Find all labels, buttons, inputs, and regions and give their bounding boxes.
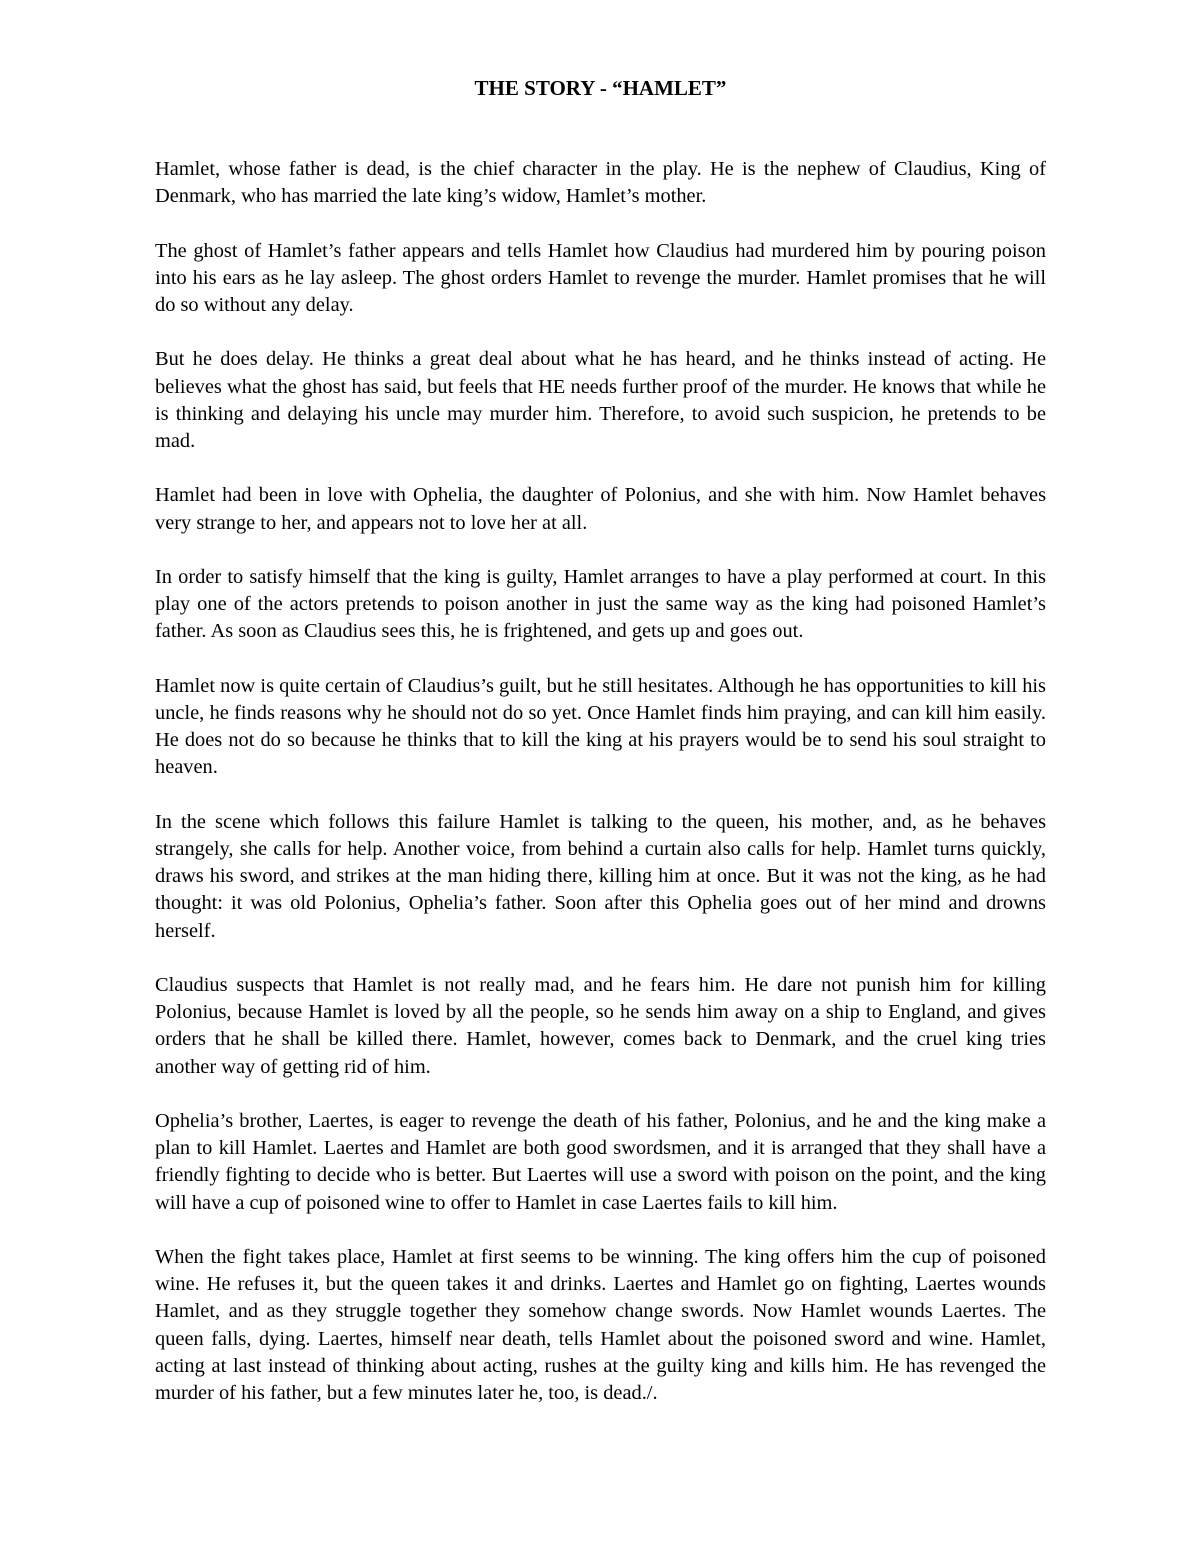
paragraph-4: Hamlet had been in love with Ophelia, the daughter of Polonius, and she with him. Now Hamlet behaves very strange to her, and appears not to love her at all. [155,484,1046,534]
paragraph-10: When the fight takes place, Hamlet at first seems to be winning. The king offers him the cup of poisoned wine. He refuses it, but the queen takes it and drinks. Laertes and Hamlet go on fighting, Laertes wounds Hamlet, and as they struggle together they somehow change swords. Now Hamlet wounds Laertes. The queen falls, dying. Laertes, himself near death, tells Hamlet about the poisoned sword and wine. Hamlet, acting at last instead of thinking about acting, rushes at the guilty king and kills him. He has revenged the murder of his father, but a few minutes later he, too, is dead./. [155,1245,1046,1404]
paragraph-2: The ghost of Hamlet’s father appears and tells Hamlet how Claudius had murdered him by pouring poison into his ears as he lay asleep. The ghost orders Hamlet to revenge the murder. Hamlet promises that he will do so without any delay. [155,239,1046,316]
paragraph-3: But he does delay. He thinks a great deal about what he has heard, and he thinks instead of acting. He believes what the ghost has said, but feels that HE needs further proof of the murder. He knows that while he is thinking and delaying his uncle may murder him. Therefore, to avoid such suspicion, he pretends to be mad. [155,348,1046,452]
paragraph-5: In order to satisfy himself that the king is guilty, Hamlet arranges to have a play performed at court. In this play one of the actors pretends to poison another in just the same way as the king had poisoned Hamlet’s father. As soon as Claudius sees this, he is frightened, and gets up and goes out. [155,565,1046,643]
paragraph-6: Hamlet now is quite certain of Claudius’s guilt, but he still hesitates. Although he has opportunities to kill his uncle, he finds reasons why he should not do so yet. Once Hamlet finds him praying, and can kill him easily. He does not do so because he thinks that to kill the king at his prayers would be to send his soul straight to heaven. [155,674,1046,779]
paragraph-7: In the scene which follows this failure Hamlet is talking to the queen, his mother, and, as he behaves strangely, she calls for help. Another voice, from behind a curtain also calls for help. Hamlet turns quickly, draws his sword, and strikes at the man hiding there, killing him at once. But it was not the king, as he had thought: it was old Polonius, Ophelia’s father. Soon after this Ophelia goes out of her mind and drowns herself. [155,810,1046,942]
document-page [155,74,1046,1407]
paragraph-9: Ophelia’s brother, Laertes, is eager to revenge the death of his father, Polonius, and he and the king make a plan to kill Hamlet. Laertes and Hamlet are both good swordsmen, and it is arranged that they shall have a friendly fighting to decide who is better. But Laertes will use a sword with poison on the point, and the king will have a cup of poisoned wine to offer to Hamlet in case Laertes fails to kill him. [155,1109,1046,1214]
paragraph-8: Claudius suspects that Hamlet is not really mad, and he fears him. He dare not punish him for killing Polonius, because Hamlet is loved by all the people, so he sends him away on a ship to England, and gives orders that he shall be killed there. Hamlet, however, comes back to Denmark, and the cruel king tries another way of getting rid of him. [155,973,1046,1078]
document-title: THE STORY - “HAMLET” [474,76,727,100]
paragraph-1: Hamlet, whose father is dead, is the chief character in the play. He is the nephew of Claudius, King of Denmark, who has married the late king’s widow, Hamlet’s mother. [155,158,1046,208]
